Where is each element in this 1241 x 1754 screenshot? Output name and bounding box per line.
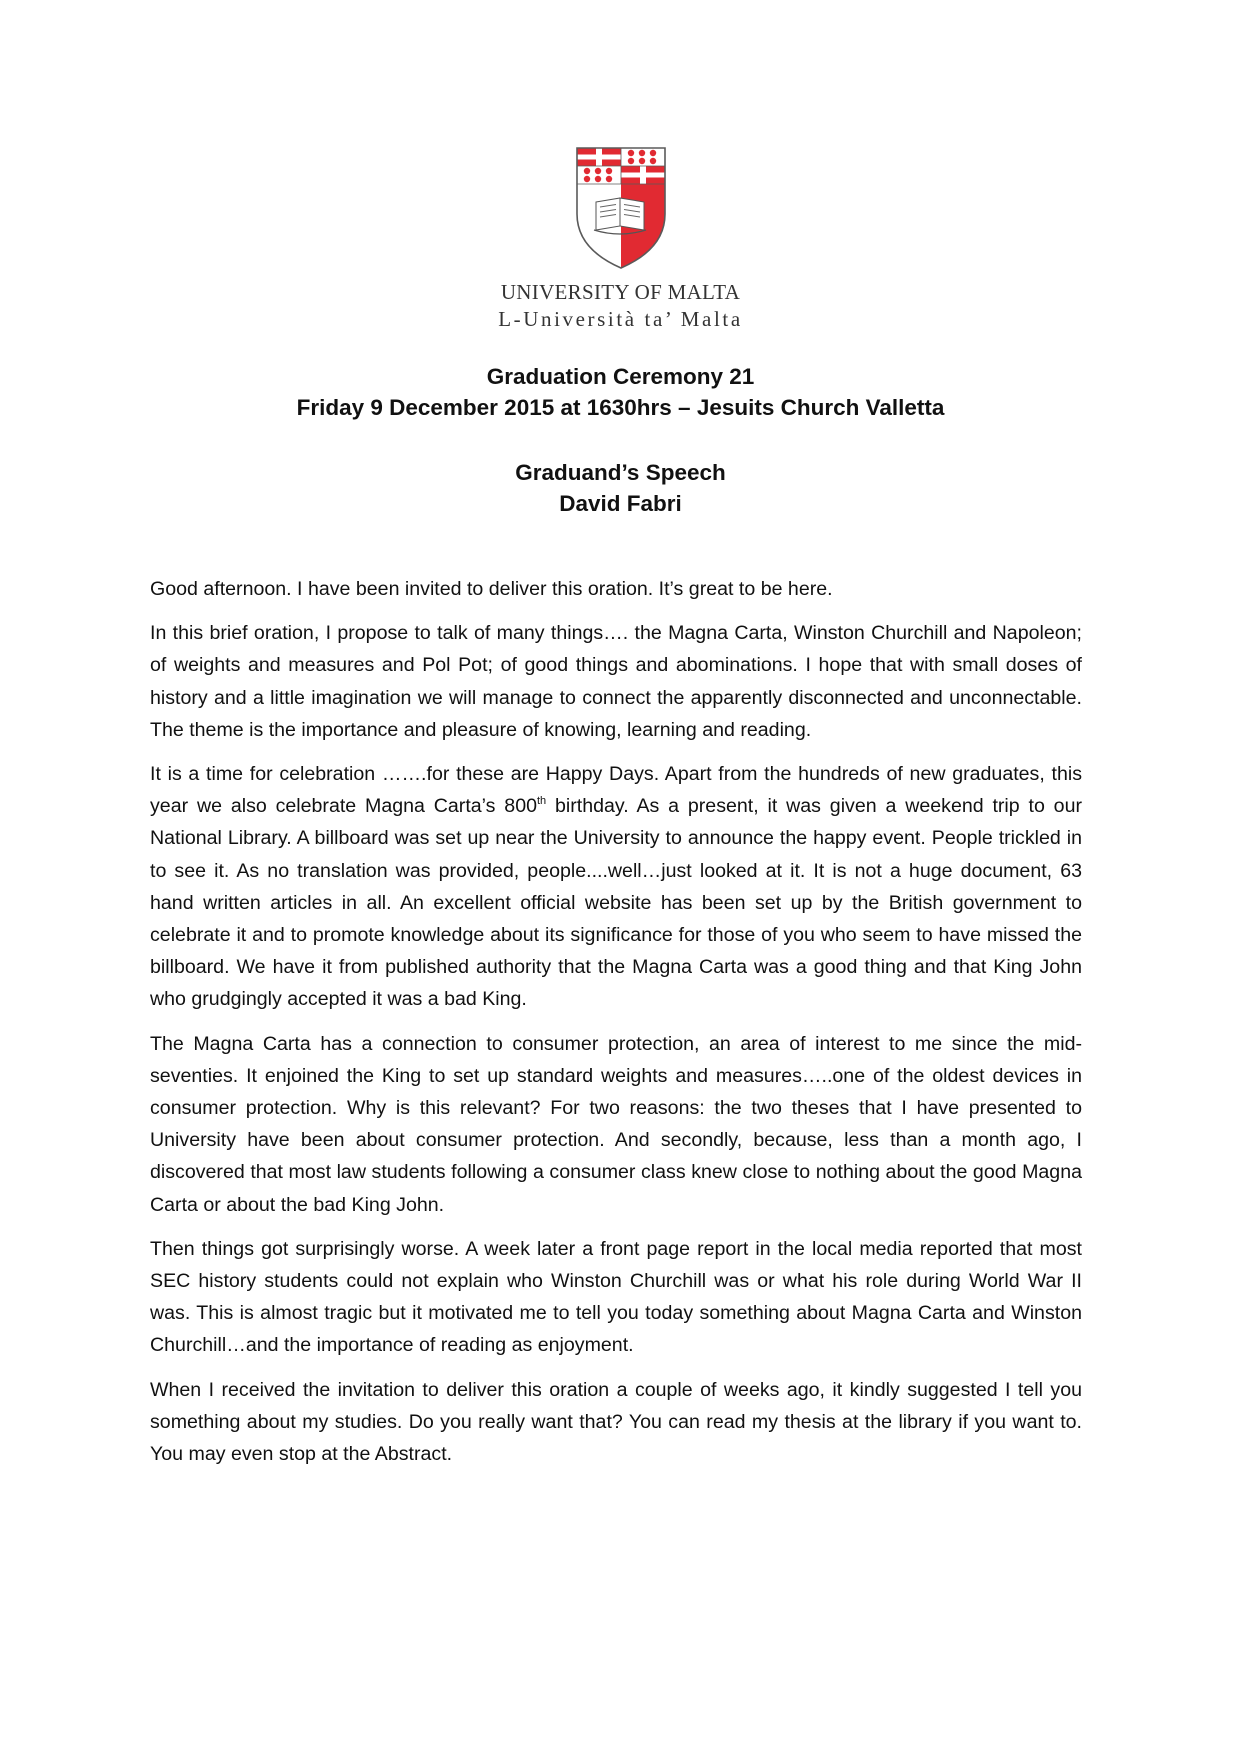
paragraph-6: When I received the invitation to deliver this oration a couple of weeks ago, it kindly suggested I tell you something about my studies. Do you really want that? You can read my thesis at the library if you want to. You may even stop at the Abstract. bbox=[150, 1378, 1082, 1466]
paragraph-3 bbox=[150, 758, 1082, 1016]
speech-body bbox=[150, 573, 1082, 1482]
paragraph-3-part-a: It is a time for celebration …….for these are Happy Days. Apart from the hundreds of new graduates, this year we also celebrate Magna Carta’s 800 bbox=[150, 763, 1082, 818]
university-of-malta-crest-icon bbox=[574, 146, 668, 270]
university-name-english: UNIVERSITY OF MALTA bbox=[500, 280, 741, 304]
ceremony-date-venue: Friday 9 December 2015 at 1630hrs – Jesuits Church Valletta bbox=[296, 395, 945, 420]
speech-title: Graduand’s Speech bbox=[515, 460, 726, 485]
paragraph-2: In this brief oration, I propose to talk of many things…. the Magna Carta, Winston Churchill and Napoleon; of weights and measures and Pol Pot; of good things and abominations. I hope that with small doses of history and a little imagination we will manage to connect the apparently disconnected and unconnectable. The theme is the importance and pleasure of knowing, learning and reading. bbox=[150, 622, 1082, 741]
ordinal-superscript: th bbox=[537, 795, 547, 808]
university-name-maltese: L-Università ta’ Malta bbox=[498, 307, 743, 331]
ceremony-title: Graduation Ceremony 21 bbox=[486, 364, 755, 389]
paragraph-1: Good afternoon. I have been invited to deliver this oration. It’s great to be here. bbox=[150, 578, 833, 600]
paragraph-3-part-b: birthday. As a present, it was given a weekend trip to our National Library. A billboard was set up near the University to announce the happy event. People trickled in to see it. As no translation was provided, people....well…just looked at it. It is not a huge document, 63 hand written articles in all. An excellent official website has been set up by the British government to celebrate it and to promote knowledge about its significance for those of you who seem to have missed the billboard. We have it from published authority that the Magna Carta was a good thing and that King John who grudgingly accepted it was a bad King. bbox=[150, 795, 1082, 1011]
speaker-name: David Fabri bbox=[559, 491, 682, 516]
logo-area bbox=[0, 146, 1241, 275]
paragraph-5: Then things got surprisingly worse. A week later a front page report in the local media reported that most SEC history students could not explain who Winston Churchill was or what his role during World War II was. This is almost tragic but it motivated me to tell you today something about Magna Carta and Winston Churchill…and the importance of reading as enjoyment. bbox=[150, 1237, 1082, 1357]
paragraph-4: The Magna Carta has a connection to consumer protection, an area of interest to me since the mid-seventies. It enjoined the King to set up standard weights and measures…..one of the oldest devices in consumer protection. Why is this relevant? For two reasons: the two theses that I have presented to University have been about consumer protection. And secondly, because, less than a month ago, I discovered that most law students following a consumer class knew close to nothing about the good Magna Carta or about the bad King John. bbox=[150, 1032, 1082, 1216]
